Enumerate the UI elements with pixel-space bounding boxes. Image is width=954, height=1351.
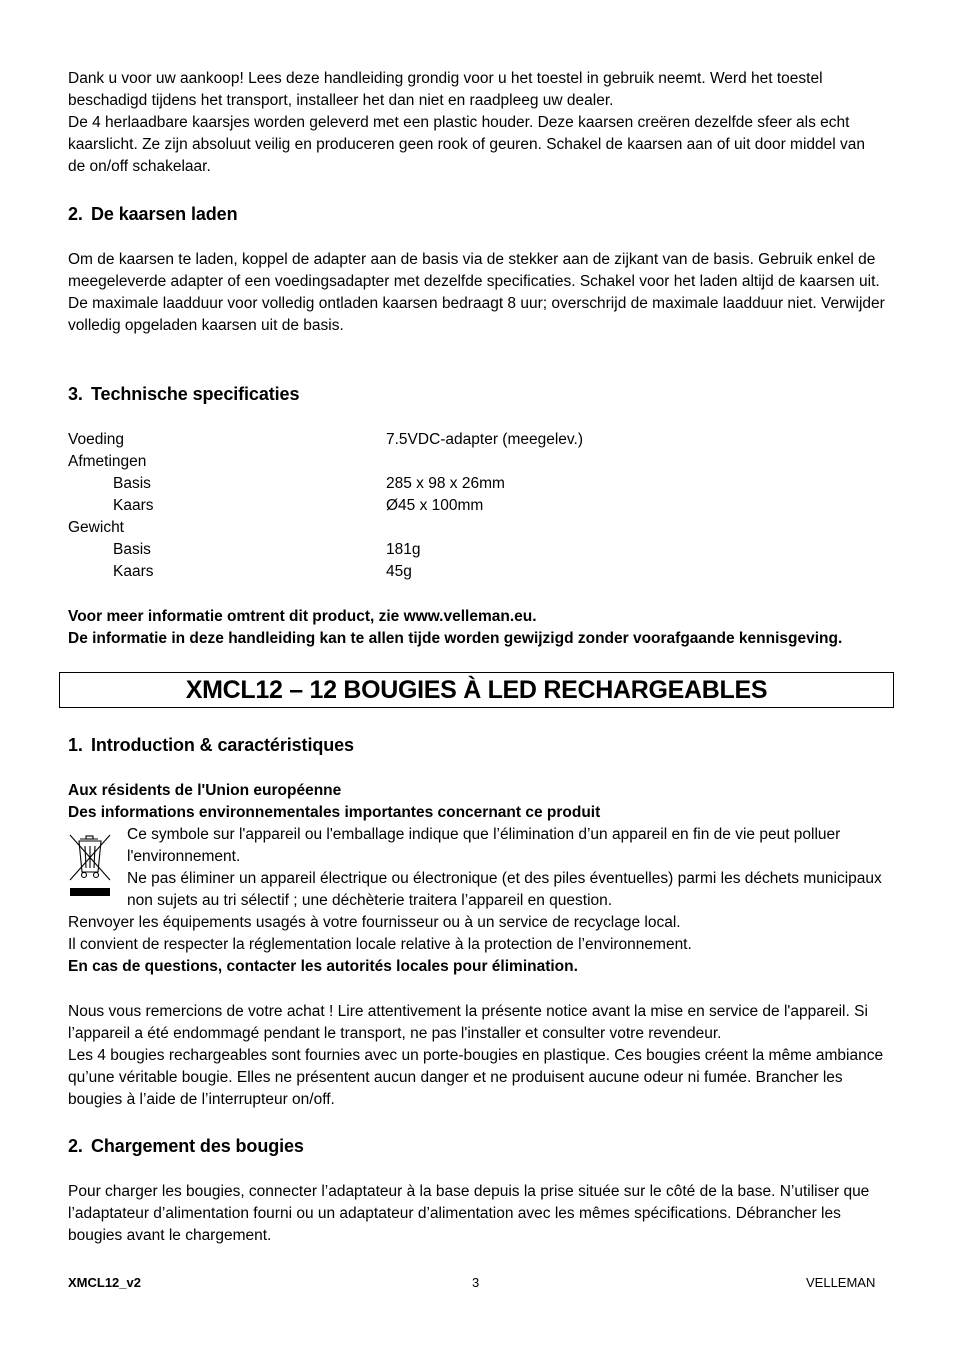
weee-paragraph-1: Ce symbole sur l'appareil ou l'emballage indique que l’élimination d’un appareil en fin de vie peut polluer l'environnement. [127, 826, 841, 865]
section-number: 3. [68, 384, 83, 404]
recycling-line-1: Renvoyer les équipements usagés à votre fournisseur ou à un service de recyclage local. [68, 914, 681, 931]
eu-heading-line-1: Aux résidents de l'Union européenne [68, 782, 342, 799]
nl-notice [68, 606, 886, 650]
spec-row [68, 561, 768, 583]
recycling-line-2: Il convient de respecter la réglementation locale relative à la protection de l’environnement. [68, 936, 692, 953]
spec-value [386, 451, 768, 473]
crossed-out-wheelie-bin-icon [68, 832, 112, 898]
spec-label: Kaars [113, 497, 154, 514]
fr-intro-paragraph-1: Nous vous remercions de votre achat ! Lire attentivement la présente notice avant la mise en service de l'appareil. Si l’appareil a été endommagé pendant le transport, ne pas l'installer et consulter votre revendeur. [68, 1003, 868, 1042]
footer-model: XMCL12_v2 [68, 1275, 141, 1290]
spec-value [386, 517, 768, 539]
nl-notice-line-1: Voor meer informatie omtrent dit product, zie www.velleman.eu. [68, 608, 537, 625]
nl-section-2-paragraph-1: Om de kaarsen te laden, koppel de adapter aan de basis via de stekker aan de zijkant van de basis. Gebruik enkel de meegeleverde adapter of een voedingsadapter met dezelfde specificaties. Schakel voor het laden altijd de kaarsen uit. [68, 251, 880, 290]
spec-row [68, 539, 768, 561]
eu-heading-line-2: Des informations environnementales importantes concernant ce produit [68, 804, 601, 821]
spec-value: 45g [386, 563, 412, 580]
spec-label: Afmetingen [68, 453, 147, 470]
nl-intro-paragraph-2: De 4 herlaadbare kaarsjes worden geleverd met een plastic houder. Deze kaarsen creëren dezelfde sfeer als echt kaarslicht. Ze zijn absoluut veilig en produceren geen rook of geuren. Schakel de kaarsen aan of uit door middel van de on/off schakelaar. [68, 114, 866, 175]
spec-value: Ø45 x 100mm [386, 497, 484, 514]
nl-intro-paragraph-1: Dank u voor uw aankoop! Lees deze handleiding grondig voor u het toestel in gebruik neemt. Werd het toestel beschadigd tijdens het transport, installeer het dan niet en raadpleeg uw dealer. [68, 70, 823, 109]
fr-intro-paragraph-2: Les 4 bougies rechargeables sont fournies avec un porte-bougies en plastique. Ces bougies créent la même ambiance qu’une véritable bougie. Elles ne présentent aucun danger et ne produisent aucune odeur ni fumée. Brancher les bougies à l’aide de l’interrupteur on/off. [68, 1047, 884, 1108]
fr-intro [68, 1001, 886, 1111]
nl-section-2-heading [68, 203, 237, 225]
section-title: De kaarsen laden [91, 204, 238, 224]
footer-brand: VELLEMAN [806, 1275, 876, 1290]
fr-section-2-paragraph-1: Pour charger les bougies, connecter l’adaptateur à la base depuis la prise située sur le côté de la base. N’utiliser que l’adaptateur d’alimentation fourni ou un adaptateur d’alimentation avec les mêmes spécifications. Débrancher les bougies avant le chargement. [68, 1183, 870, 1244]
spec-table [68, 429, 768, 583]
fr-section-2-heading [68, 1135, 304, 1157]
nl-section-2-body [68, 249, 886, 337]
footer-page-number: 3 [472, 1275, 480, 1290]
section-title: Technische specificaties [91, 384, 300, 404]
recycling-line-3: En cas de questions, contacter les autorités locales pour élimination. [68, 958, 578, 975]
eu-heading [68, 780, 886, 824]
spec-label: Basis [113, 541, 151, 558]
section-number: 2. [68, 1136, 83, 1156]
spec-label: Kaars [113, 563, 154, 580]
nl-notice-line-2: De informatie in deze handleiding kan te allen tijde worden gewijzigd zonder voorafgaande kennisgeving. [68, 630, 843, 647]
nl-intro [68, 68, 886, 178]
spec-row [68, 451, 768, 473]
weee-paragraph-2: Ne pas éliminer un appareil électrique ou électronique (et des piles éventuelles) parmi les déchets municipaux non sujets au tri sélectif ; une déchèterie traitera l’appareil en question. [127, 870, 882, 909]
spec-label: Gewicht [68, 519, 124, 536]
spec-value: 181g [386, 541, 421, 558]
section-title: Introduction & caractéristiques [91, 735, 354, 755]
fr-section-2-body [68, 1181, 886, 1247]
spec-label: Basis [113, 475, 151, 492]
weee-notice [127, 824, 887, 912]
section-number: 2. [68, 204, 83, 224]
spec-value: 285 x 98 x 26mm [386, 475, 505, 492]
spec-row [68, 495, 768, 517]
recycling-notes [68, 912, 886, 978]
fr-title-banner: XMCL12 – 12 BOUGIES À LED RECHARGEABLES [59, 672, 894, 708]
spec-label: Voeding [68, 431, 125, 448]
spec-row [68, 517, 768, 539]
section-number: 1. [68, 735, 83, 755]
nl-section-3-heading [68, 383, 299, 405]
fr-section-1-heading [68, 734, 354, 756]
nl-section-2-paragraph-2: De maximale laadduur voor volledig ontladen kaarsen bedraagt 8 uur; overschrijd de maximale laadduur niet. Verwijder volledig opgeladen kaarsen uit de basis. [68, 295, 885, 334]
spec-row [68, 473, 768, 495]
spec-value: 7.5VDC-adapter (meegelev.) [386, 431, 583, 448]
section-title: Chargement des bougies [91, 1136, 304, 1156]
spec-row [68, 429, 768, 451]
